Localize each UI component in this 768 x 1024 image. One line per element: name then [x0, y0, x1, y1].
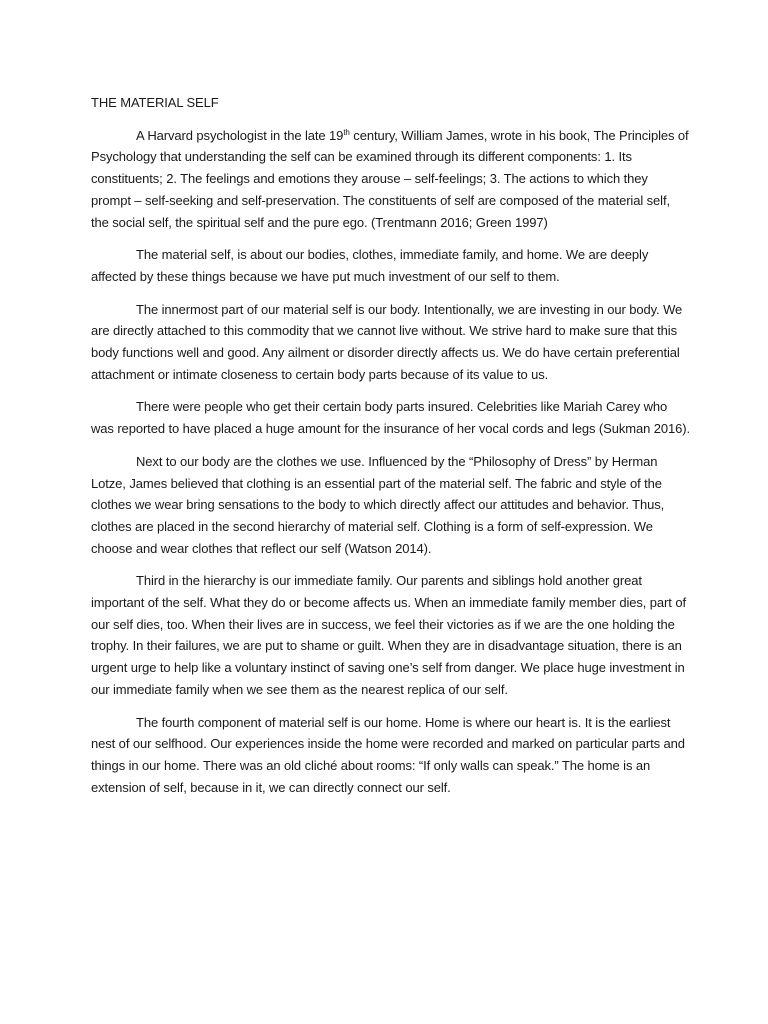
- paragraph-clothes: Next to our body are the clothes we use. Influenced by the “Philosophy of Dress” by Herman Lotze, James believed that clothing is an essential part of the material self. The fabric and style of the clothes we wear bring sensations to the body to which directly affect our attitudes and behavior. Thus, clothes are placed in the second hierarchy of material self. Clothing is a form of self-expression. We choose and wear clothes that reflect our self (Watson 2014).: [91, 453, 665, 556]
- paragraph-insured-body-parts: There were people who get their certain body parts insured. Celebrities like Mariah Carey who was reported to have placed a huge amount for the insurance of her vocal cords and legs (Sukman 2016).: [91, 399, 690, 437]
- paragraph-intro: [91, 125, 691, 234]
- paragraph-intro-text-end: century, William James, wrote in his book, The Principles of Psychology that understanding the self can be examined through its different components: 1. Its constituents; 2. The feelings and emotions they arouse – self-feelings; 3. The actions to which they prompt – self-seeking and self-preservation. The constituents of self are composed of the material self, the social self, the spiritual self and the pure ego. (Trentmann 2016; Green 1997): [91, 127, 689, 230]
- document-title: THE MATERIAL SELF: [91, 95, 219, 110]
- document-page: [91, 92, 691, 809]
- paragraph-body: The innermost part of our material self is our body. Intentionally, we are investing in our body. We are directly attached to this commodity that we cannot live without. We strive hard to make sure that this body functions well and good. Any ailment or disorder directly affects us. We do have certain preferential attachment or intimate closeness to certain body parts because of its value to us.: [91, 301, 683, 382]
- paragraph-home: The fourth component of material self is our home. Home is where our heart is. It is the earliest nest of our selfhood. Our experiences inside the home were recorded and marked on particular parts and things in our home. There was an old cliché about rooms: “If only walls can speak.” The home is an extension of self, because in it, we can directly connect our self.: [91, 714, 685, 795]
- paragraph-immediate-family: Third in the hierarchy is our immediate family. Our parents and siblings hold another great important of the self. What they do or become affects us. When an immediate family member dies, part of our self dies, too. When their lives are in success, we feel their victories as if we are the one holding the trophy. In their failures, we are put to shame or guilt. When they are in disadvantage situation, there is an urgent urge to help like a voluntary instinct of saving one’s self from danger. We place huge investment in our immediate family when we see them as the nearest replica of our self.: [91, 573, 686, 697]
- paragraph-intro-text-start: A Harvard psychologist in the late 19: [136, 127, 344, 143]
- paragraph-material-self: The material self, is about our bodies, clothes, immediate family, and home. We are deeply affected by these things because we have put much investment of our self to them.: [91, 247, 649, 284]
- superscript-th: th: [343, 127, 350, 137]
